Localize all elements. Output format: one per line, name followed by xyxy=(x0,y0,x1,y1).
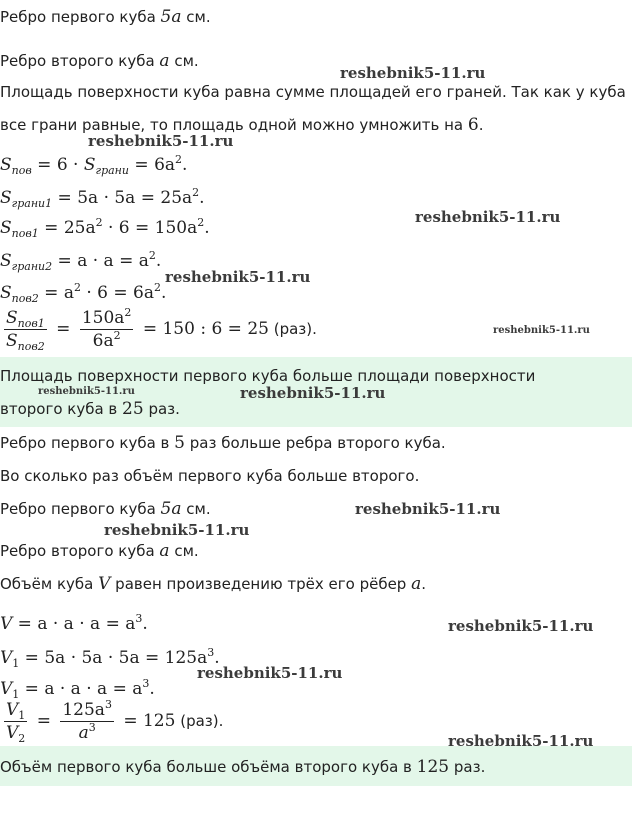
conclusion-2-text: Объём первого куба больше объёма второго куба в 125 раз. xyxy=(0,757,486,777)
edge-first-text: Ребро первого куба 5a см. xyxy=(0,7,211,27)
formula-volume: $V = a \cdot a \cdot a = a^3$. xyxy=(0,612,148,634)
question-text: Во сколько раз объём первого куба больше второго. xyxy=(0,467,420,485)
formula-s-face-2: $S_{грани2} = a \cdot a = a^2$. xyxy=(0,249,162,273)
formula-volume-ratio: $\frac{V_1}{V_2}$ = $\frac{125a^3}{a^3}$ = 125 (раз). xyxy=(6,698,224,745)
formula-s-total-1: $S_{пов1} = 25a^2 \cdot 6 = 150a^2$. xyxy=(0,216,210,240)
edge-ratio-text: Ребро первого куба в 5 раз больше ребра второго куба. xyxy=(0,433,446,453)
conclusion-1-line-2: второго куба в 25 раз. xyxy=(0,399,180,419)
edge-second-text-2: Ребро второго куба a см. xyxy=(0,541,199,561)
watermark-logo: reshebnik5-11.ru xyxy=(197,664,343,682)
watermark-logo: reshebnik5-11.ru xyxy=(448,617,594,635)
formula-s-face-1: $S_{грани1} = 5a \cdot 5a = 25a^2$. xyxy=(0,186,205,210)
volume-rule-text: Объём куба V равен произведению трёх его рёбер a. xyxy=(0,574,427,594)
formula-volume-1b: $V_1 = a \cdot a \cdot a = a^3$. xyxy=(0,677,155,701)
watermark-logo: reshebnik5-11.ru xyxy=(240,384,386,402)
formula-s-total: $S_{пов} = 6 \cdot S_{грани} = 6a^2$. xyxy=(0,153,188,177)
edge-first-text-2: Ребро первого куба 5a см. xyxy=(0,499,211,519)
watermark-logo: reshebnik5-11.ru xyxy=(415,208,561,226)
conclusion-1-line-1: Площадь поверхности первого куба больше площади поверхности xyxy=(0,367,536,385)
watermark-logo: reshebnik5-11.ru xyxy=(88,132,234,150)
watermark-logo: reshebnik5-11.ru xyxy=(340,64,486,82)
surface-rule-text: Площадь поверхности куба равна сумме площадей его граней. Так как у куба xyxy=(0,83,626,101)
formula-volume-1: $V_1 = 5a \cdot 5a \cdot 5a = 125a^3$. xyxy=(0,646,220,670)
edge-second-text: Ребро второго куба a см. xyxy=(0,51,199,71)
watermark-logo: reshebnik5-11.ru xyxy=(355,500,501,518)
watermark-logo: reshebnik5-11.ru xyxy=(104,521,250,539)
formula-area-ratio: $\frac{S_{пов1}}{S_{пов2}}$ = $\frac{150a^2}{6a^2}$ = 150 : 6 = 25 (раз). xyxy=(6,306,317,353)
watermark-logo: reshebnik5-11.ru xyxy=(38,386,135,397)
formula-s-total-2: $S_{пов2} = a^2 \cdot 6 = 6a^2$. xyxy=(0,281,167,305)
surface-rule-text-2: все грани равные, то площадь одной можно умножить на 6. xyxy=(0,115,484,135)
watermark-logo: reshebnik5-11.ru xyxy=(493,325,590,336)
watermark-logo: reshebnik5-11.ru xyxy=(448,732,594,750)
watermark-logo: reshebnik5-11.ru xyxy=(165,268,311,286)
